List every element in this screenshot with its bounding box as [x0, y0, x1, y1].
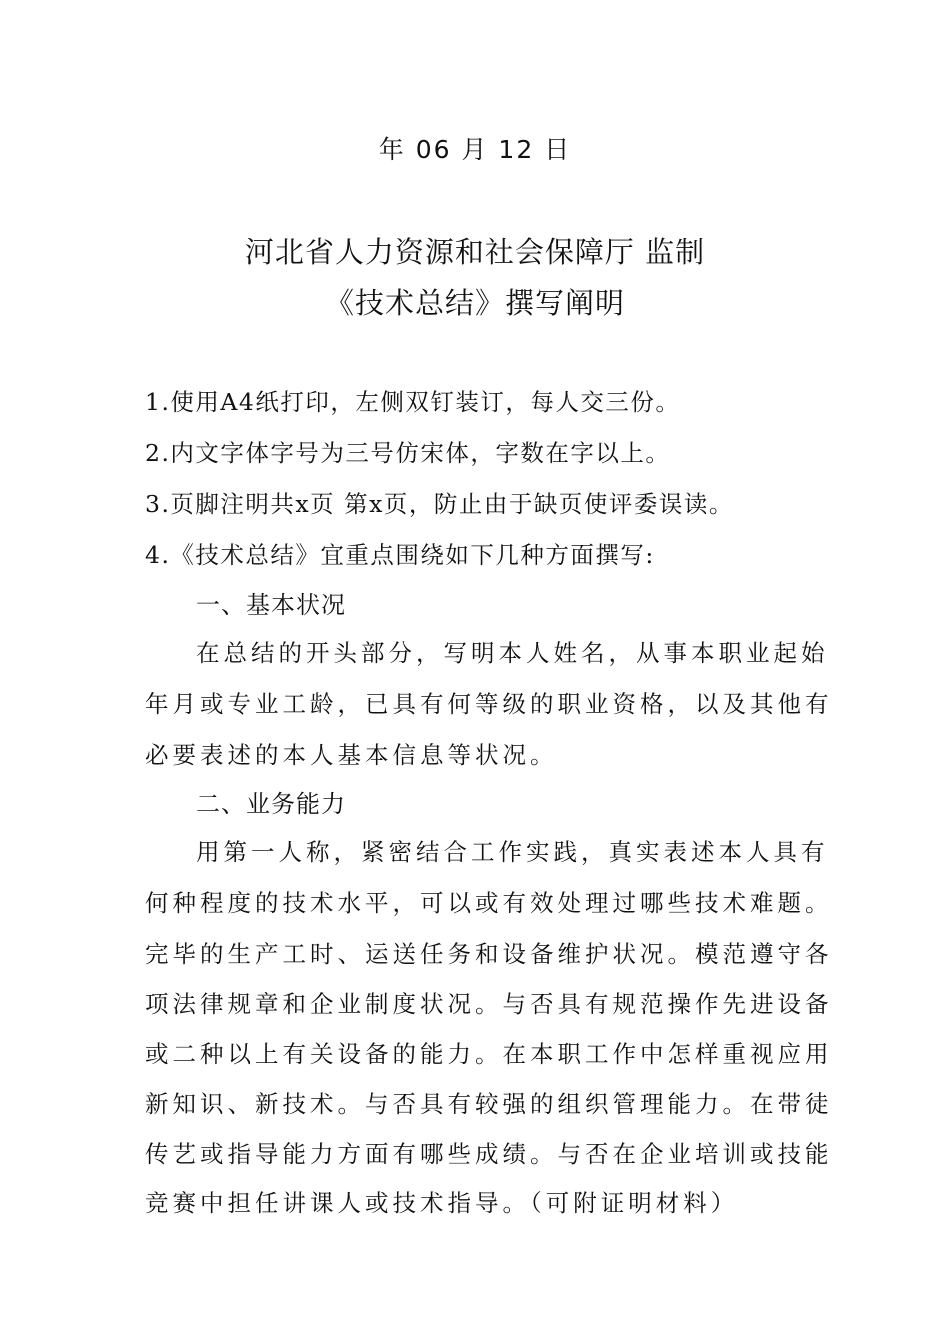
issuer-title: 河北省人力资源和社会保障厅 监制	[244, 235, 706, 269]
section-line: 项法律规章和企业制度状况。与否具有规范操作先进设备	[145, 990, 833, 1018]
section-heading: 一、基本状况	[196, 591, 346, 619]
section-line: 在总结的开头部分，写明本人姓名，从事本职业起始	[196, 639, 829, 667]
section-line: 新知识、新技术。与否具有较强的组织管理能力。在带徒	[145, 1090, 833, 1118]
section-line: 用第一人称，紧密结合工作实践，真实表述本人具有	[196, 838, 829, 866]
instruction-item: 3.页脚注明共x页 第x页，防止由于缺页使评委误读。	[145, 490, 734, 518]
section-line: 何种程度的技术水平，可以或有效处理过哪些技术难题。	[145, 889, 833, 917]
section-line: 年月或专业工龄，已具有何等级的职业资格，以及其他有	[145, 690, 833, 718]
section-line: 竞赛中担任讲课人或技术指导。（可附证明材料）	[145, 1189, 739, 1217]
section-line: 必要表述的本人基本信息等状况。	[145, 741, 558, 769]
instruction-item: 1.使用A4纸打印，左侧双钉装订，每人交三份。	[145, 388, 681, 416]
section-heading: 二、业务能力	[196, 790, 346, 818]
date-line: 年 06 月 12 日	[378, 135, 572, 164]
section-line: 完毕的生产工时、运送任务和设备维护状况。模范遵守各	[145, 940, 833, 968]
instruction-item: 4.《技术总结》宜重点围绕如下几种方面撰写:	[145, 541, 655, 569]
section-line: 或二种以上有关设备的能力。在本职工作中怎样重视应用	[145, 1040, 833, 1068]
section-line: 传艺或指导能力方面有哪些成绩。与否在企业培训或技能	[145, 1140, 833, 1168]
instruction-item: 2.内文字体字号为三号仿宋体，字数在字以上。	[145, 439, 671, 467]
document-title: 《技术总结》撰写阐明	[324, 286, 625, 320]
